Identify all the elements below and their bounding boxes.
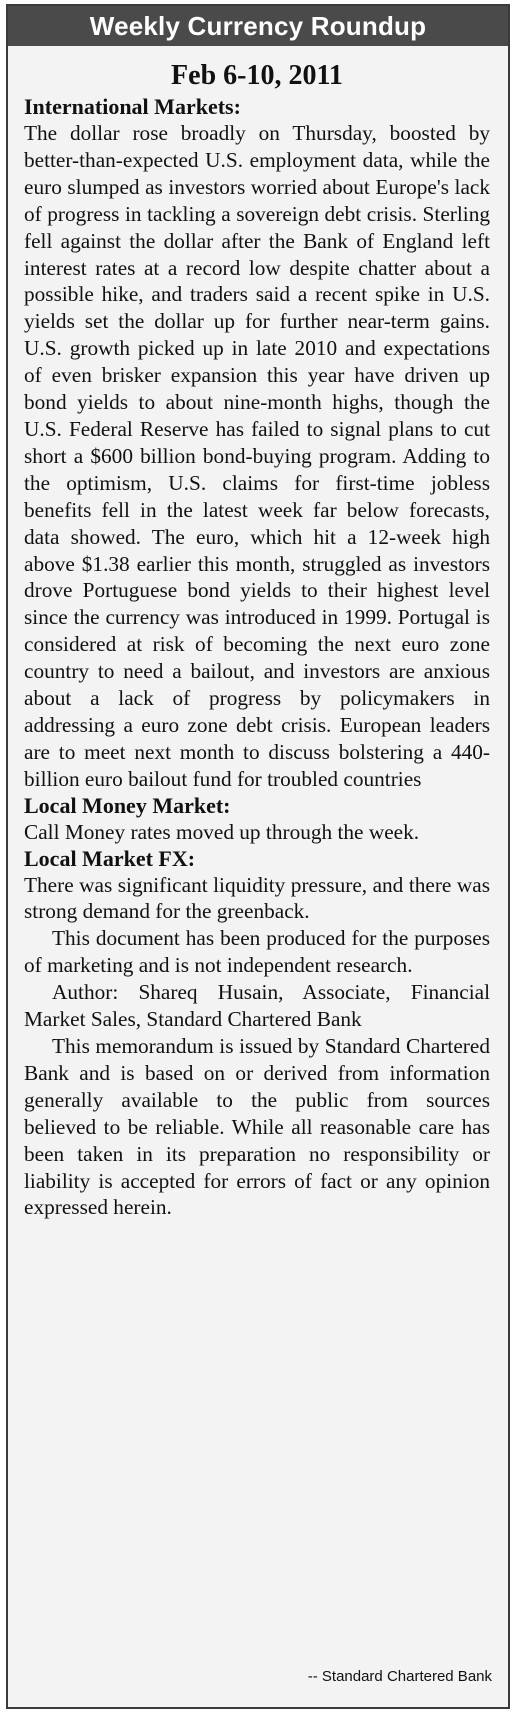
memorandum-disclaimer: This memorandum is issued by Standard Chartered Bank and is based on or derived from information generally available to the public from sources believed to be reliable. While all reasonable care has been taken in its preparation no responsibility or liability is accepted for errors of fact or any opinion expressed herein. [24,1034,490,1220]
date-heading: Feb 6-10, 2011 [171,60,343,91]
local-money-market-heading: Local Money Market: [24,792,231,818]
marketing-disclaimer: This document has been produced for the purposes of marketing and is not independent research. [24,926,490,978]
banner-title: Weekly Currency Roundup [8,6,508,46]
international-markets-heading: International Markets: [24,94,241,119]
local-money-market-body: Call Money rates moved up through the week. [24,819,420,844]
author-note: Author: Shareq Husain, Associate, Financial Market Sales, Standard Chartered Bank [24,980,490,1032]
article-content [8,46,508,1221]
international-markets-body: The dollar rose broadly on Thursday, boosted by better-than-expected U.S. employment data, while the euro slumped as investors worried about Europe's lack of progress in tackling a sovereign debt crisis. Sterling fell against the dollar after the Bank of England left interest rates at a record low despite chatter about a possible hike, and traders said a recent spike in U.S. yields set the dollar up for further near-term gains. U.S. growth picked up in late 2010 and expectations of even brisker expansion this year have driven up bond yields to about nine-month highs, though the U.S. Federal Reserve has failed to signal plans to cut short a $600 billion bond-buying program. Adding to the optimism, U.S. claims for first-time jobless benefits fell in the latest week far below forecasts, data showed. The euro, which hit a 12-week high above $1.38 earlier this month, struggled as investors drove Portuguese bond yields to their highest level since the currency was introduced in 1999. Portugal is considered at risk of becoming the next euro zone country to need a bailout, and investors are anxious about a lack of progress by policymakers in addressing a euro zone debt crisis. European leaders are to meet next month to discuss bolstering a 440-billion euro bailout fund for troubled countries [24,121,490,791]
local-market-fx-heading: Local Market FX: [24,845,196,871]
article-box [6,4,510,1709]
source-credit: -- Standard Chartered Bank [307,1668,492,1685]
local-market-fx-body: There was significant liquidity pressure, and there was strong demand for the greenback. [24,872,490,924]
